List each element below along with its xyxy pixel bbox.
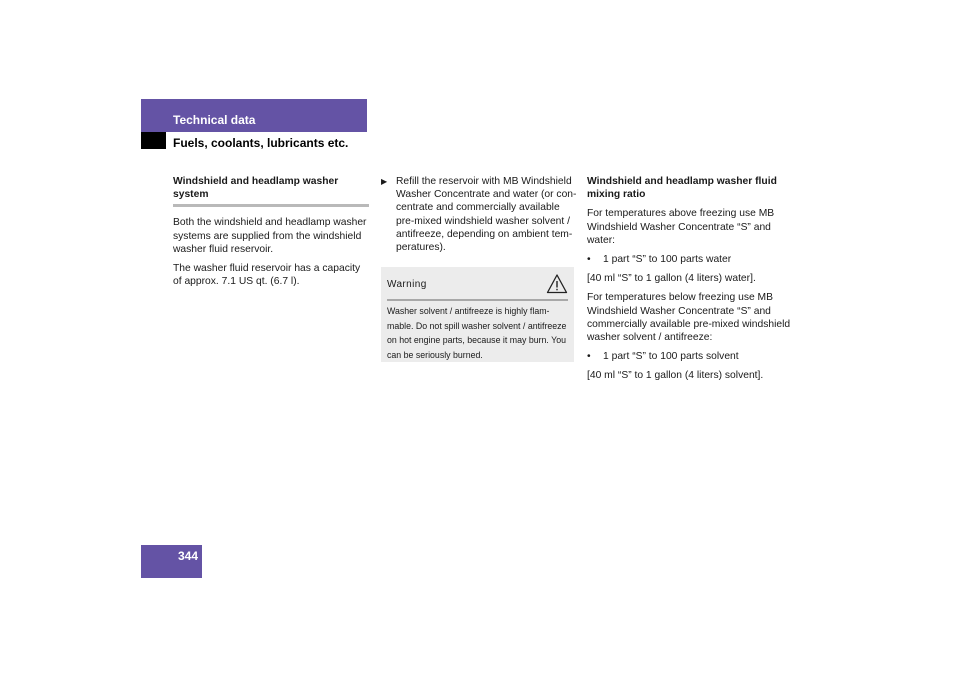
page-subtitle: Fuels, coolants, lubricants etc.	[173, 136, 349, 150]
paragraph: Both the windshield and headlamp washer systems are supplied from the windshield washer fluid reservoir.	[173, 217, 367, 255]
bullet-dot-icon: •	[587, 351, 591, 363]
column-mixing-ratio	[587, 175, 797, 389]
section-heading: Windshield and headlamp washer system	[173, 175, 369, 207]
list-item	[587, 350, 797, 363]
instruction-step	[381, 175, 577, 254]
section-heading: Windshield and headlamp washer fluid mixing ratio	[587, 176, 777, 201]
list-item	[587, 253, 797, 266]
page-title: Technical data	[173, 113, 256, 127]
column-washer-system	[173, 175, 369, 294]
paragraph: [40 ml “S” to 1 gallon (4 liters) solvent].	[587, 370, 764, 382]
section-tab-marker	[141, 132, 166, 149]
paragraph: The washer fluid reservoir has a capacity of approx. 7.1 US qt. (6.7 l).	[173, 263, 361, 288]
warning-header	[387, 273, 568, 301]
paragraph: For temperatures below freezing use MB Windshield Washer Concentrate “S” and commercially available pre-mixed windshield washer solvent / antifreeze:	[587, 292, 791, 344]
warning-label: Warning	[387, 279, 427, 290]
page-number: 344	[177, 549, 198, 563]
step-text: Refill the reservoir with MB Windshield Washer Concentrate and water (or con-centrate and commercially available pre-mixed windshield washer solvent / antifreeze, depending on ambient tem-peratures).	[396, 176, 577, 254]
column-refill	[381, 175, 577, 254]
warning-box	[381, 267, 574, 362]
bullet-dot-icon: •	[587, 254, 591, 266]
list-item-text: 1 part “S” to 100 parts water	[603, 254, 732, 266]
warning-triangle-icon	[546, 273, 568, 295]
page-number-box	[141, 545, 202, 578]
paragraph: For temperatures above freezing use MB Windshield Washer Concentrate “S” and water:	[587, 208, 775, 246]
warning-text: Washer solvent / antifreeze is highly flam-mable. Do not spill washer solvent / antifreeze on hot engine parts, because it may burn. You can be seriously burned.	[387, 306, 567, 360]
paragraph: [40 ml “S” to 1 gallon (4 liters) water].	[587, 273, 756, 285]
triangle-right-icon: ▶	[381, 177, 388, 186]
list-item-text: 1 part “S” to 100 parts solvent	[603, 351, 739, 363]
